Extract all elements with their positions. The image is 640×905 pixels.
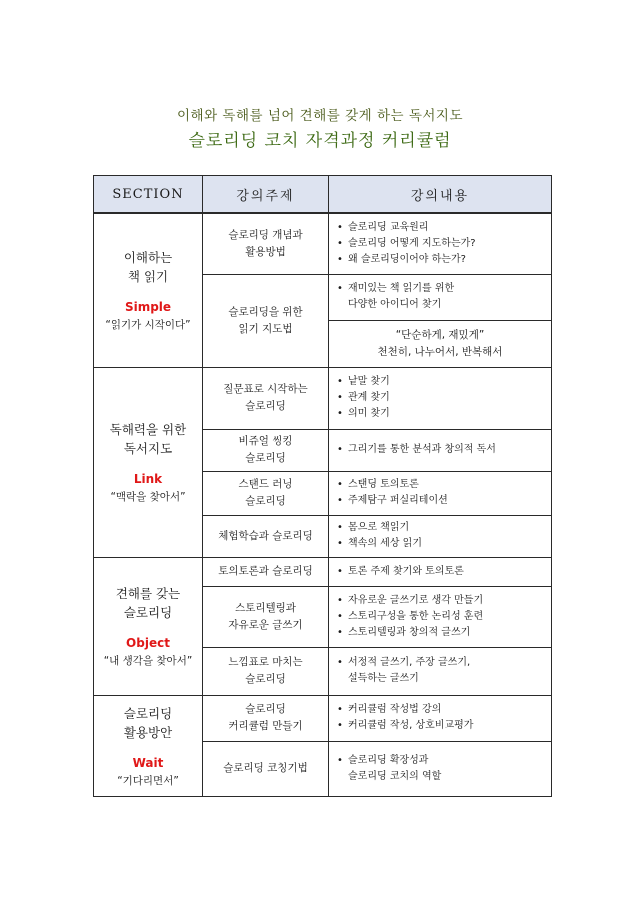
column-header-content: 강의내용 [329, 176, 552, 214]
topic-cell: 슬로리딩 커리큘럼 만들기 [203, 695, 329, 741]
content-cell [329, 515, 552, 557]
section-quote: “맥락을 찾아서” [110, 491, 186, 503]
section-cell-simple [94, 213, 203, 367]
topic-cell: 스탠드 러닝 슬로리딩 [203, 471, 329, 515]
list-item: • 왜 슬로리딩이어야 하는가? [337, 252, 547, 268]
list-item: • 그리기를 통한 분석과 창의적 독서 [337, 442, 547, 458]
table-row [94, 557, 552, 586]
content-cell [329, 557, 552, 586]
content-cell [329, 741, 552, 796]
table-row [94, 213, 552, 274]
section-name: 견해를 갖는 슬로리딩 [115, 586, 181, 620]
section-keyword: Simple [124, 300, 172, 315]
note-cell: “단순하게, 재밌게” 천천히, 나누어서, 반복해서 [329, 320, 552, 367]
list-item: • 커리큘럼 작성, 상호비교평가 [337, 718, 547, 734]
section-quote: “읽기가 시작이다” [105, 319, 191, 332]
list-item: • 커리큘럼 작성법 강의 [337, 702, 547, 718]
list-item: • 재미있는 책 읽기를 위한 [337, 281, 547, 297]
document-title: 슬로리딩 코치 자격과정 커리큘럼 [188, 131, 452, 151]
section-cell-link [94, 367, 203, 557]
section-name: 슬로리딩 활용방안 [123, 705, 173, 740]
content-cell [329, 471, 552, 515]
list-item: • 슬로리딩 확장성과 [337, 753, 547, 769]
section-cell-wait [94, 695, 203, 796]
content-cell [329, 429, 552, 471]
list-item: • 서정적 글쓰기, 주장 글쓰기, [337, 655, 547, 671]
section-keyword: Wait [132, 755, 164, 770]
section-quote: “기다리면서” [117, 774, 179, 787]
section-name: 이해하는 책 읽기 [123, 250, 173, 285]
list-item: • 슬로리딩 어떻게 지도하는가? [337, 236, 547, 252]
list-item: • 몸으로 책읽기 [337, 520, 547, 536]
list-item-continuation: 다양한 아이디어 찾기 [348, 299, 442, 310]
section-keyword: Link [133, 472, 163, 486]
column-header-topic: 강의주제 [203, 176, 329, 214]
section-cell-object [94, 557, 203, 695]
section-quote: “내 생각을 찾아서” [103, 655, 193, 667]
list-item: • 토론 주제 찾기와 토의토론 [337, 564, 547, 580]
list-item: • 스토리텔링과 창의적 글쓰기 [337, 625, 547, 641]
content-cell [329, 213, 552, 274]
content-cell [329, 695, 552, 741]
list-item-continuation: 설득하는 글쓰기 [348, 673, 419, 684]
list-item: • 의미 찾기 [337, 406, 547, 422]
section-name: 독해력을 위한 독서지도 [109, 422, 187, 456]
content-cell [329, 647, 552, 695]
list-item: • 자유로운 글쓰기로 생각 만들기 [337, 593, 547, 609]
topic-cell: 스토리텔링과 자유로운 글쓰기 [203, 586, 329, 647]
document-subtitle: 이해와 독해를 넘어 견해를 갖게 하는 독서지도 [176, 108, 464, 124]
topic-cell: 질문표로 시작하는 슬로리딩 [203, 367, 329, 429]
topic-cell: 슬로리딩을 위한 읽기 지도법 [203, 274, 329, 367]
topic-cell: 느낌표로 마치는 슬로리딩 [203, 647, 329, 695]
section-keyword: Object [126, 636, 170, 650]
list-item: • 슬로리딩 교육원리 [337, 220, 547, 236]
topic-cell: 슬로리딩 개념과 활용방법 [203, 213, 329, 274]
table-row [94, 695, 552, 741]
list-item: • 스토리구성을 통한 논리성 훈련 [337, 609, 547, 625]
list-item: • 책속의 세상 읽기 [337, 536, 547, 552]
list-item: • 낱말 찾기 [337, 374, 547, 390]
column-header-section: SECTION [94, 176, 203, 214]
content-cell [329, 586, 552, 647]
content-cell [329, 367, 552, 429]
table-row [94, 367, 552, 429]
topic-cell: 비쥬얼 씽킹 슬로리딩 [203, 429, 329, 471]
topic-cell: 토의토론과 슬로리딩 [203, 557, 329, 586]
table-header-row [94, 176, 552, 214]
list-item-continuation: 슬로리딩 코치의 역할 [348, 770, 442, 782]
topic-cell: 슬로리딩 코칭기법 [203, 741, 329, 796]
list-item: • 관계 찾기 [337, 390, 547, 406]
curriculum-table [93, 175, 552, 797]
list-item: • 스탠딩 토의토론 [337, 477, 547, 493]
topic-cell: 체험학습과 슬로리딩 [203, 515, 329, 557]
content-cell [329, 274, 552, 320]
list-item: • 주제탐구 퍼실리테이션 [337, 493, 547, 509]
